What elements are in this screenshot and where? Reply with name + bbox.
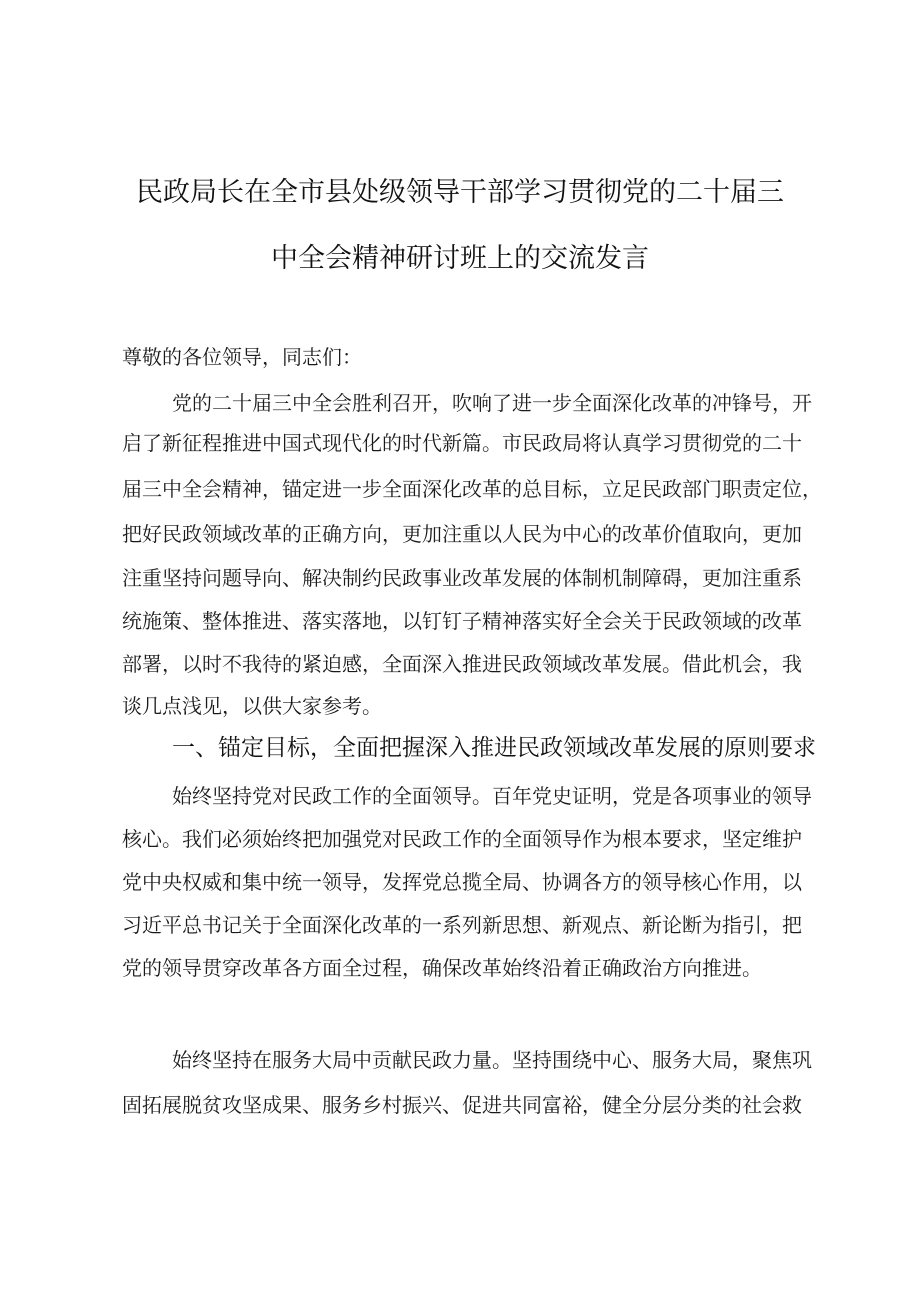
paragraph-line: 习近平总书记关于全面深化改革的一系列新思想、新观点、新论断为指引，把 <box>122 913 802 937</box>
paragraph-line: 始终坚持党对民政工作的全面领导。百年党史证明，党是各项事业的领导 <box>172 784 812 808</box>
intro-line: 谈几点浅见，以供大家参考。 <box>122 694 382 718</box>
intro-line: 届三中全会精神，锚定进一步全面深化改革的总目标，立足民政部门职责定位， <box>122 477 822 501</box>
section-heading: 一、锚定目标，全面把握深入推进民政领域改革发展的原则要求 <box>172 735 816 761</box>
document-title-line-1: 民政局长在全市县处级领导干部学习贯彻党的二十届三 <box>136 177 784 208</box>
salutation: 尊敬的各位领导，同志们： <box>122 345 362 369</box>
paragraph-line: 核心。我们必须始终把加强党对民政工作的全面领导作为根本要求，坚定维护 <box>122 827 802 851</box>
intro-line: 注重坚持问题导向、解决制约民政事业改革发展的体制机制障碍，更加注重系 <box>122 566 802 590</box>
paragraph-line: 始终坚持在服务大局中贡献民政力量。坚持围绕中心、服务大局，聚焦巩 <box>172 1048 812 1072</box>
paragraph-line: 党的领导贯穿改革各方面全过程，确保改革始终沿着正确政治方向推进。 <box>122 956 762 980</box>
intro-line: 统施策、整体推进、落实落地，以钉钉子精神落实好全会关于民政领域的改革 <box>122 609 802 633</box>
document-title-line-2: 中全会精神研讨班上的交流发言 <box>271 243 649 274</box>
paragraph-line: 固拓展脱贫攻坚成果、服务乡村振兴、促进共同富裕，健全分层分类的社会救 <box>122 1093 802 1117</box>
intro-line: 启了新征程推进中国式现代化的时代新篇。市民政局将认真学习贯彻党的二十 <box>122 431 802 455</box>
intro-line: 把好民政领域改革的正确方向，更加注重以人民为中心的改革价值取向，更加 <box>122 522 802 546</box>
intro-line: 部署，以时不我待的紧迫感，全面深入推进民政领域改革发展。借此机会，我 <box>122 652 802 676</box>
intro-line: 党的二十届三中全会胜利召开，吹响了进一步全面深化改革的冲锋号，开 <box>172 391 812 415</box>
paragraph-line: 党中央权威和集中统一领导，发挥党总揽全局、协调各方的领导核心作用，以 <box>122 870 802 894</box>
